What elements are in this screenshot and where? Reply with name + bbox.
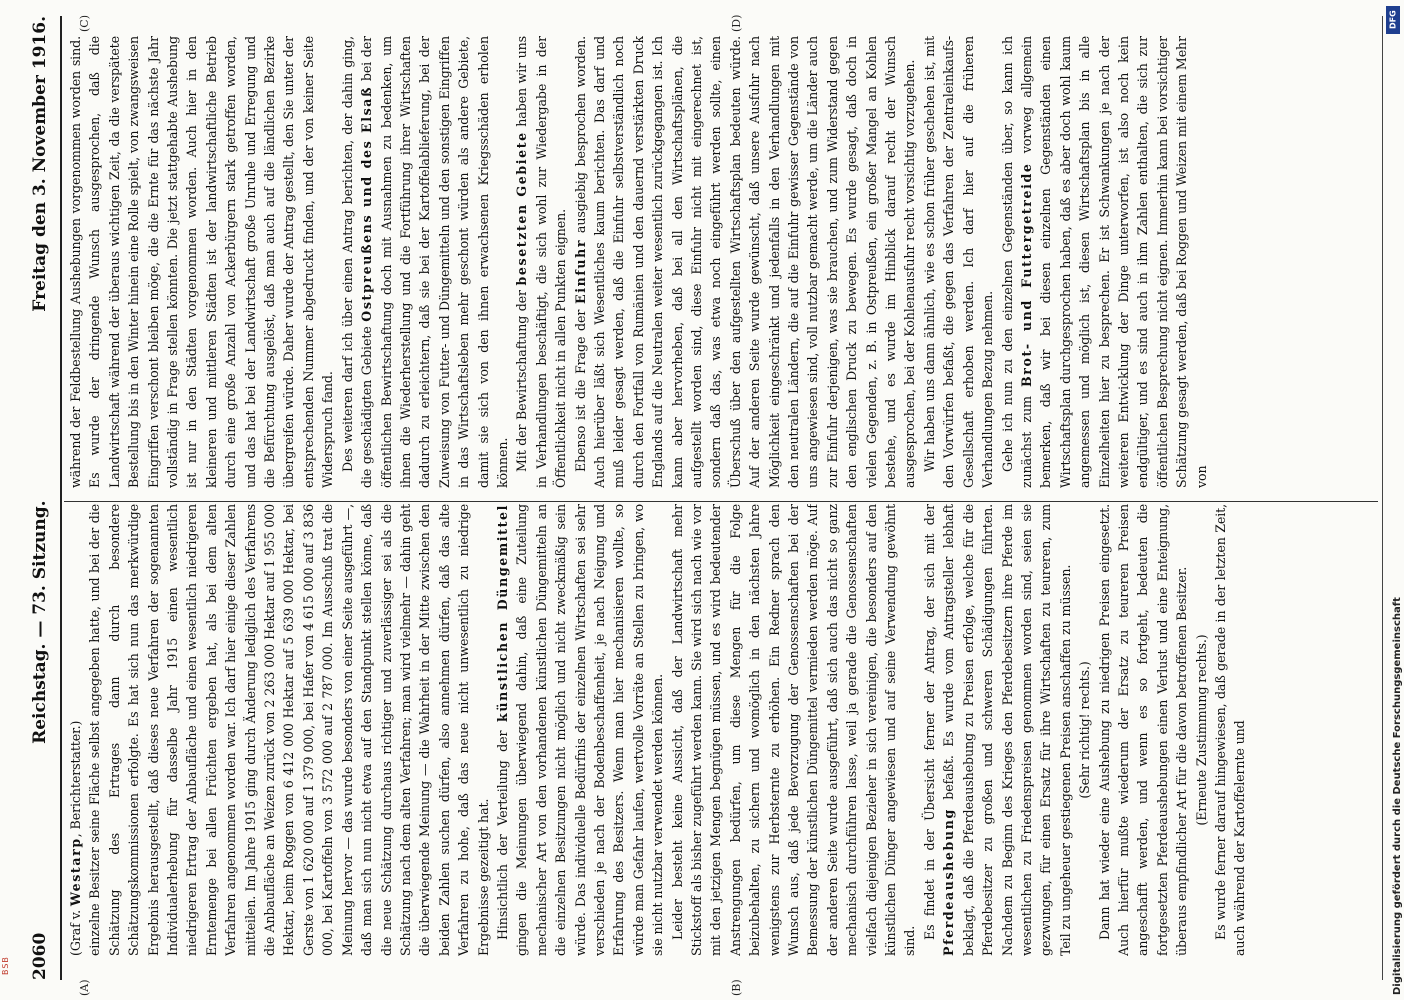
paragraph: (Graf v. Westarp, Berichterstatter.)	[68, 720, 83, 956]
paragraph: Dann hat wieder eine Aushebung zu niedrigen Preisen eingesetzt. Auch hierfür mußte wiederum der Ersatz zu teureren Preisen angeschafft werden, und wenn es so fortgeht, bedeuten die fortgesetzten Pferdeaushebungen einen Verlust und eine Enteignung, überaus empfindlicher Art für die davon betroffenen Besitzer.	[1096, 504, 1190, 956]
paragraph: Leider besteht keine Aussicht, daß der Landwirtschaft mehr Stickstoff als bisher zugeführt werden kann. Sie wird sich nach wie vor mit den jetzigen Mengen begnügen müssen, und es wird bedeutender Anstrengungen bedürfen, um diese Mengen für die Folge beizubehalten, zu sichern und womöglich in den nächsten Jahre wenigstens zur Herbsternte zu erhöhen. Ein Redner sprach den Wunsch aus, daß jede Bevorzugung der Genossenschaften bei der Bemessung der künstlichen Düngemittel vermieden werden möge. Auf der anderen Seite wurde ausgeführt, daß sich auch das nicht so ganz mechanisch durchführen lasse, weil ja gerade die Genossenschaften vielfach diejenigen Bezieher in sich vereinigen, die besonders auf den künstlichen Dünger angewiesen und auf seine Verwendung gewöhnt sind.	[669, 504, 918, 956]
paragraph: Wir haben uns dann ähnlich, wie es schon früher geschehen ist, mit den Vorwürfen befaßt, die gegen das Verfahren der Zentraleinkaufs-Gesellschaft erhoben werden. Ich darf hier auf die früheren Verhandlungen Bezug nehmen.	[921, 36, 996, 488]
page-header	[30, 16, 54, 980]
paragraph: Es findet in der Übersicht ferner der Antrag, der sich mit der Pferdeaushebung befaßt. Es wurde vom Antragsteller lebhaft beklagt, daß die Pferdeaushebung zu Preisen erfolge, welche für die Pferdebesitzer zu großen und schweren Schädigungen führten. Nachdem zu Beginn des Krieges den Pferdebesitzern ihre Pferde im wesentlichen zu Friedenspreisen genommen worden sind, seien sie gezwungen, für einen Ersatz für ihre Wirtschaften zu teureren, zum Teil zu ungeheuer gestiegenen Preisen anschaffen zu müssen.	[921, 504, 1073, 956]
paragraph: Mit der Bewirtschaftung der besetzten Gebiete haben wir uns in Verhandlungen beschäftigt, die sich wohl zur Wiedergabe in der Öffentlichkeit nicht in allen Punkten eignen.	[514, 36, 569, 488]
interjection: (Sehr richtig! rechts.)	[1077, 661, 1093, 799]
paragraph: Gehe ich nun zu den einzelnen Gegenständen über, so kann ich zunächst zum Brot- und Futtergetreide vorweg allgemein bemerken, daß wir bei diesen einzelnen Gegenständen einen Wirtschaftsplan durchgesprochen haben, daß es aber doch wohl kaum angemessen und möglich ist, diesen Wirtschaftsplan bis in alle Einzelheiten hier zu besprechen. Er ist Schwankungen je nach der weiteren Entwicklung der Dinge unterworfen, ist also noch kein endgültiger, und es sind auch in ihm Zahlen enthalten, die sich zur öffentlichen Besprechung nicht eignen. Immerhin kann bei vorsichtiger Schätzung gesagt werden, daß bei Roggen und Weizen mit einem Mehr von	[999, 36, 1209, 488]
column-separator	[64, 501, 1378, 502]
session-date: Freitag den 3. November 1916.	[30, 16, 50, 312]
paragraph: Es wurde ferner darauf hingewiesen, daß gerade in der letzten Zeit, auch während der Kartoffelernte und	[1212, 504, 1248, 956]
page-number: 2060	[30, 932, 50, 980]
margin-marker-b: (B)	[730, 979, 743, 996]
paragraph: während der Feldbestellung Aushebungen vorgenommen worden sind. Es wurde der dringende Wunsch ausgesprochen, daß die Landwirtschaft während der überaus wichtigen Zeit, da die verspätete Bestellung bis in den Winter hinein eine Rolle spielt, von zwangsweisen Eingriffen verschont bleiben möge, die die Ernte für das nächste Jahr vollständig in Frage stellen könnten. Die jetzt stattgehabte Aushebung ist nur in den Städten vorgenommen worden. Auch hier in den kleineren und mittleren Städten ist der landwirtschaftliche Betrieb durch eine große Anzahl von Ackerbürgern stark getroffen worden, und das hat bei der Landwirtschaft große Unruhe und Erregung und die Befürchtung ausgelöst, daß man auch auf die ländlichen Bezirke übergreifen würde. Daher wurde der Antrag gestellt, den Sie unter der entsprechenden Nummer abgedruckt finden, und der von keiner Seite Widerspruch fand.	[68, 36, 336, 488]
interjection: (Erneute Zustimmung rechts.)	[1193, 634, 1209, 826]
paragraph: Ebenso ist die Frage der Einfuhr ausgiebig besprochen worden. Auch hierüber läßt sich Wesentliches kaum berichten. Das darf und muß leider gesagt werden, daß die Einfuhr selbstverständlich noch durch den Fortfall von Rumänien und den dauernd verstärkten Druck Englands auf die Neutralen weiter wesentlich zurückgegangen ist. Ich kann aber hervorheben, daß bei all den Wirtschaftsplänen, die aufgestellt worden sind, diese Einfuhr nicht mit eingerechnet ist, sondern daß das, was etwa noch eingeführt werden sollte, einen Überschuß über den aufgestellten Wirtschaftsplan bedeuten würde. Auf der anderen Seite wurde gewünscht, daß unsere Ausfuhr nach Möglichkeit eingeschränkt und jedenfalls in den Verhandlungen mit den neutralen Ländern, die auf die Einfuhr gewisser Gegenstände von uns angewiesen sind, voll nutzbar gemacht werde, um die Länder auch zur Einfuhr derjenigen, was sie brauchen, und zum Widerstand gegen den englischen Druck zu bewegen. Es wurde gesagt, daß doch in vielen Gegenden, z. B. in Ostpreußen, ein großer Mangel an Kohlen bestehe, und es wurde im Hinblick darauf recht der Wunsch ausgesprochen, bei der Kohlenausfuhr recht vorsichtig vorzugehen.	[572, 36, 918, 488]
left-column	[66, 504, 1378, 956]
right-column	[66, 36, 1378, 488]
margin-marker-c: (C)	[78, 15, 91, 32]
margin-marker-a: (A)	[78, 979, 91, 996]
paragraph: Hinsichtlich der Verteilung der künstlichen Düngemittel gingen die Meinungen überwiegend dahin, daß eine Zuteilung mechanischer Art von den vorhandenen künstlichen Düngemitteln an die einzelnen Besitzungen nicht möglich und nicht zweckmäßig sein würde. Das individuelle Bedürfnis der einzelnen Wirtschaften sei sehr verschieden je nach der Bodenbeschaffenheit, je nach Neigung und Erfahrung des Besitzers. Wenn man hier mechanisieren wollte, so würde man Gefahr laufen, wertvolle Vorräte an Stellen zu bringen, wo sie nicht nutzbar verwendet werden können.	[494, 504, 666, 956]
footer-rule	[1382, 16, 1383, 980]
paragraph: Des weiteren darf ich über einen Antrag berichten, der dahin ging, die geschädigten Gebiete Ostpreußens und des Elsaß bei der öffentlichen Bewirtschaftung doch mit Ausnahmen zu bedenken, um ihnen die Wiederherstellung und die Fortführung ihrer Wirtschaften dadurch zu erleichtern, daß sie bei der Kartoffelablieferung, bei der Zuweisung von Futter- und Düngemitteln und den sonstigen Eingriffen in das Wirtschaftsleben mehr geschont würden als andere Gebiete, damit sie sich von den ihnen erwachsenen Kriegsschäden erholen können.	[339, 36, 510, 488]
dfg-logo: DFG	[1386, 6, 1400, 34]
digitization-credit: Digitalisierung gefördert durch die Deutsche Forschungsgemeinschaft	[1392, 597, 1403, 995]
margin-marker-d: (D)	[730, 14, 743, 32]
paragraph: einzelne Besitzer seine Fläche selbst angegeben hatte, und bei der die Schätzung des Ertrages dann durch besondere Schätzungskommissionen erfolgte. Es hat sich nun das merkwürdige Ergebnis herausgestellt, daß dieses neue Verfahren der sogenannten Individualerhebung für dasselbe Jahr 1915 einen wesentlich niedrigeren Ertrag der Anbaufläche und einen wesentlich niedrigeren Erntemenge bei allen Früchten ergeben hat, als bei dem alten Verfahren angenommen worden war. Ich darf hier einige dieser Zahlen mitteilen. Im Jahre 1915 ging durch Änderung lediglich des Verfahrens die Anbaufläche an Weizen zurück von 2 263 000 Hektar auf 1 955 000 Hektar, beim Roggen von 6 412 000 Hektar auf 5 639 000 Hektar, bei Gerste von 1 620 000 auf 1 379 000, bei Hafer von 4 615 000 auf 3 836 000, bei Kartoffeln von 3 572 000 auf 2 787 000. Im Ausschuß trat die Meinung hervor — das wurde besonders von einer Seite ausgeführt —, daß man sich nun nicht etwa auf den Standpunkt stellen könne, daß die neue Schätzung durchaus richtiger und zuverlässiger sei als die Schätzung nach dem alten Verfahren; man wird vielmehr — dahin geht die überwiegende Meinung — die Wahrheit in der Mitte zwischen den beiden Zahlen suchen dürfen, also annehmen dürfen, daß das alte Verfahren zu hohe, daß das neue nicht unwesentlich zu niedrige Ergebnisse gezeitigt hat.	[87, 504, 491, 956]
header-rule	[60, 16, 62, 980]
session-title: Reichstag. — 73. Sitzung.	[30, 500, 50, 744]
library-stamp: BSB	[1, 956, 10, 975]
